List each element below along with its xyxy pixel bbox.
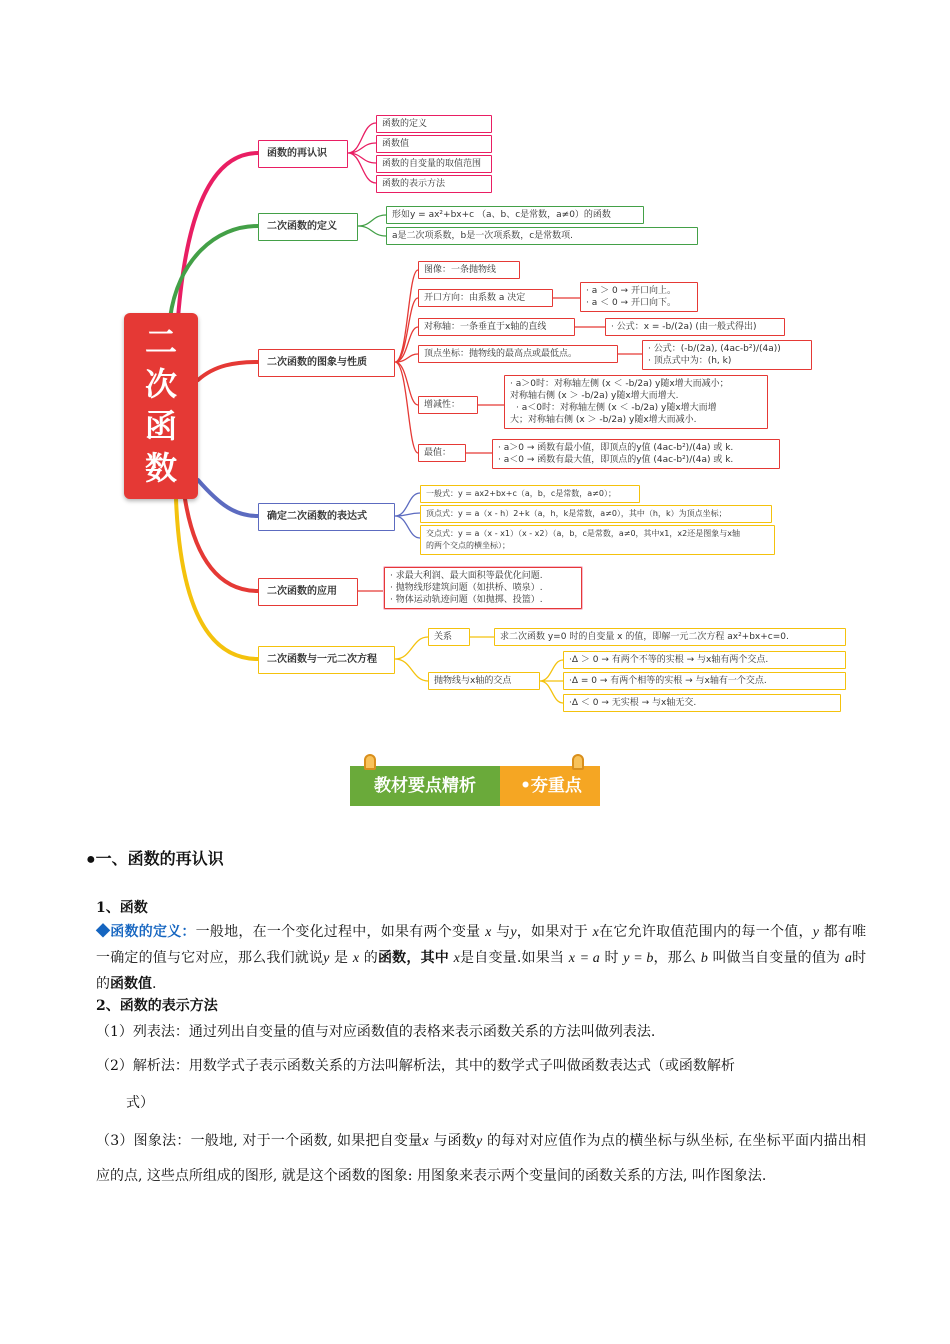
- branch-function-recognition: 函数的再认识: [258, 140, 348, 168]
- b3-opening-detail: [580, 282, 698, 312]
- branch-line-3: [198, 362, 258, 380]
- b3-monotonicity-detail: [504, 375, 768, 429]
- mono-line: 对称轴右侧 (x ＞ -b/2a) y随x增大而增大.: [510, 391, 679, 401]
- b4-vertex-form: 顶点式：y = a（x - h）2+k（a，h，k是常数，a≠0），其中（h，k）为顶点坐标；: [420, 505, 772, 523]
- opening-up: · a ＞ 0 → 开口向上。: [586, 286, 676, 296]
- definition-label: ◆函数的定义：: [96, 923, 196, 939]
- center-char-4: 数: [144, 449, 177, 487]
- b6-relation-detail: 求二次函数 y=0 时的自变量 x 的值，即解一元二次方程 ax²+bx+c=0.: [494, 628, 846, 646]
- branch-line-2: [170, 226, 258, 318]
- mono-line: · a＜0时：对称轴左侧 (x ＜ -b/2a) y随x增大而增: [516, 403, 717, 413]
- application-item: · 求最大利润、最大面积等最优化问题.: [390, 571, 543, 581]
- b1-item: 函数的自变量的取值范围: [376, 155, 492, 173]
- b2-item: 形如y = ax²+bx+c （a、b、c是常数，a≠0）的函数: [386, 206, 644, 224]
- extreme-max: · a＜0 → 函数有最大值，即顶点的y值 (4ac-b²)/(4a) 或 k.: [498, 455, 734, 465]
- section-banner: [350, 760, 600, 808]
- b6-case: ·Δ ＞ 0 → 有两个不等的实根 → 与x轴有两个交点.: [563, 651, 846, 669]
- b6-case: ·Δ = 0 → 有两个相等的实根 → 与x轴有一个交点.: [563, 672, 846, 690]
- b3-axis-detail: · 公式：x = -b/(2a) (由一般式得出): [605, 318, 785, 336]
- b1-item: 函数的表示方法: [376, 175, 492, 193]
- b1-item: 函数的定义: [376, 115, 492, 133]
- function-definition-paragraph: ◆函数的定义：一般地，在一个变化过程中，如果有两个变量 x 与y，如果对于 x在它允许取值范围内的每一个值，y 都有唯一确定的值与它对应，那么我们就说y 是 x 的函数，其中 x是自变量.如果当 x = a 时 y = b，那么 b 叫做当自变量的值为 a时的函数值.: [96, 923, 867, 992]
- banner-left-text: 教材要点精析: [374, 776, 476, 796]
- method-graph: （3）图象法：一般地, 对于一个函数, 如果把自变量x 与函数y 的每对对应值作为点的横坐标与纵坐标, 在坐标平面内描出相应的点, 这些点所组成的图形, 就是这个函数的图象: 用图象来表示两个变量间的函数关系的方法, 叫作图象法.: [96, 1133, 867, 1184]
- vertex-formula: · 公式：(-b/(2a), (4ac-b²)/(4a)): [648, 344, 781, 354]
- mind-map-center-title: [124, 313, 198, 499]
- intercept-line: 的两个交点的横坐标）；: [426, 541, 510, 550]
- branch-determine-expression: 确定二次函数的表达式: [258, 503, 395, 531]
- b3-extreme-detail: [492, 439, 780, 469]
- intercept-line: 交点式：y = a（x - x1）（x - x2）（a，b，c是常数，a≠0，其中x1，x2还是图象与x轴: [426, 529, 740, 538]
- b2-item: a是二次项系数，b是一次项系数，c是常数项.: [386, 227, 698, 245]
- b4-intercept-form: [420, 525, 775, 555]
- b3-vertex: 顶点坐标：抛物线的最高点或最低点。: [418, 345, 618, 363]
- center-char-1: 二: [144, 323, 177, 361]
- b3-extreme: 最值：: [418, 444, 466, 462]
- method-analytic: （2）解析法：用数学式子表示函数关系的方法叫解析法，其中的数学式子叫做函数表达式（或函数解析: [96, 1058, 735, 1074]
- b6-case: ·Δ ＜ 0 → 无实根 → 与x轴无交.: [563, 694, 841, 712]
- mono-line: · a＞0时：对称轴左侧 (x ＜ -b/2a) y随x增大而减小；: [510, 379, 729, 389]
- b3-image: 图像：一条抛物线: [418, 261, 520, 279]
- b4-general-form: 一般式：y = ax2+bx+c（a，b，c是常数，a≠0）；: [420, 485, 640, 503]
- mono-line: 大；对称轴右侧 (x ＞ -b/2a) y随x增大而减小.: [510, 415, 697, 425]
- extreme-min: · a＞0 → 函数有最小值，即顶点的y值 (4ac-b²)/(4a) 或 k.: [498, 443, 734, 453]
- b3-opening: 开口方向：由系数 a 决定: [418, 289, 553, 307]
- branch-equation-relation: 二次函数与一元二次方程: [258, 646, 395, 674]
- b3-monotonicity: 增减性：: [418, 396, 478, 414]
- center-char-2: 次: [144, 365, 177, 403]
- b6-relation: 关系: [428, 628, 470, 646]
- method-table: （1）列表法：通过列出自变量的值与对应函数值的表格来表示函数关系的方法叫做列表法.: [96, 1024, 656, 1040]
- b6-intersection: 抛物线与x轴的交点: [428, 672, 540, 690]
- section-heading: ●一、函数的再认识: [86, 851, 224, 868]
- application-item: · 物体运动轨迹问题（如抛掷、投篮）.: [390, 595, 543, 605]
- opening-down: · a ＜ 0 → 开口向下。: [586, 298, 676, 308]
- vertex-hk: · 顶点式中为：(h, k): [648, 356, 732, 366]
- b5-applications-list: [384, 567, 582, 609]
- branch-line-5: [185, 499, 258, 591]
- b1-item: 函数值: [376, 135, 492, 153]
- application-item: · 抛物线形建筑问题（如拱桥、喷泉）.: [390, 583, 543, 593]
- branch-line-4: [198, 480, 258, 516]
- branch-quadratic-definition: 二次函数的定义: [258, 213, 358, 241]
- b3-vertex-detail: [642, 340, 812, 370]
- center-char-3: 函: [144, 407, 177, 445]
- branch-applications: 二次函数的应用: [258, 578, 358, 606]
- subsection-title-representation: 2、函数的表示方法: [96, 998, 218, 1014]
- method-analytic-cont: 式）: [126, 1095, 154, 1111]
- banner-right-text: •夯重点: [520, 776, 582, 796]
- subsection-title-function: 1、函数: [96, 900, 148, 916]
- branch-graph-properties: 二次函数的图象与性质: [258, 349, 395, 377]
- b3-axis: 对称轴：一条垂直于x轴的直线: [418, 318, 575, 336]
